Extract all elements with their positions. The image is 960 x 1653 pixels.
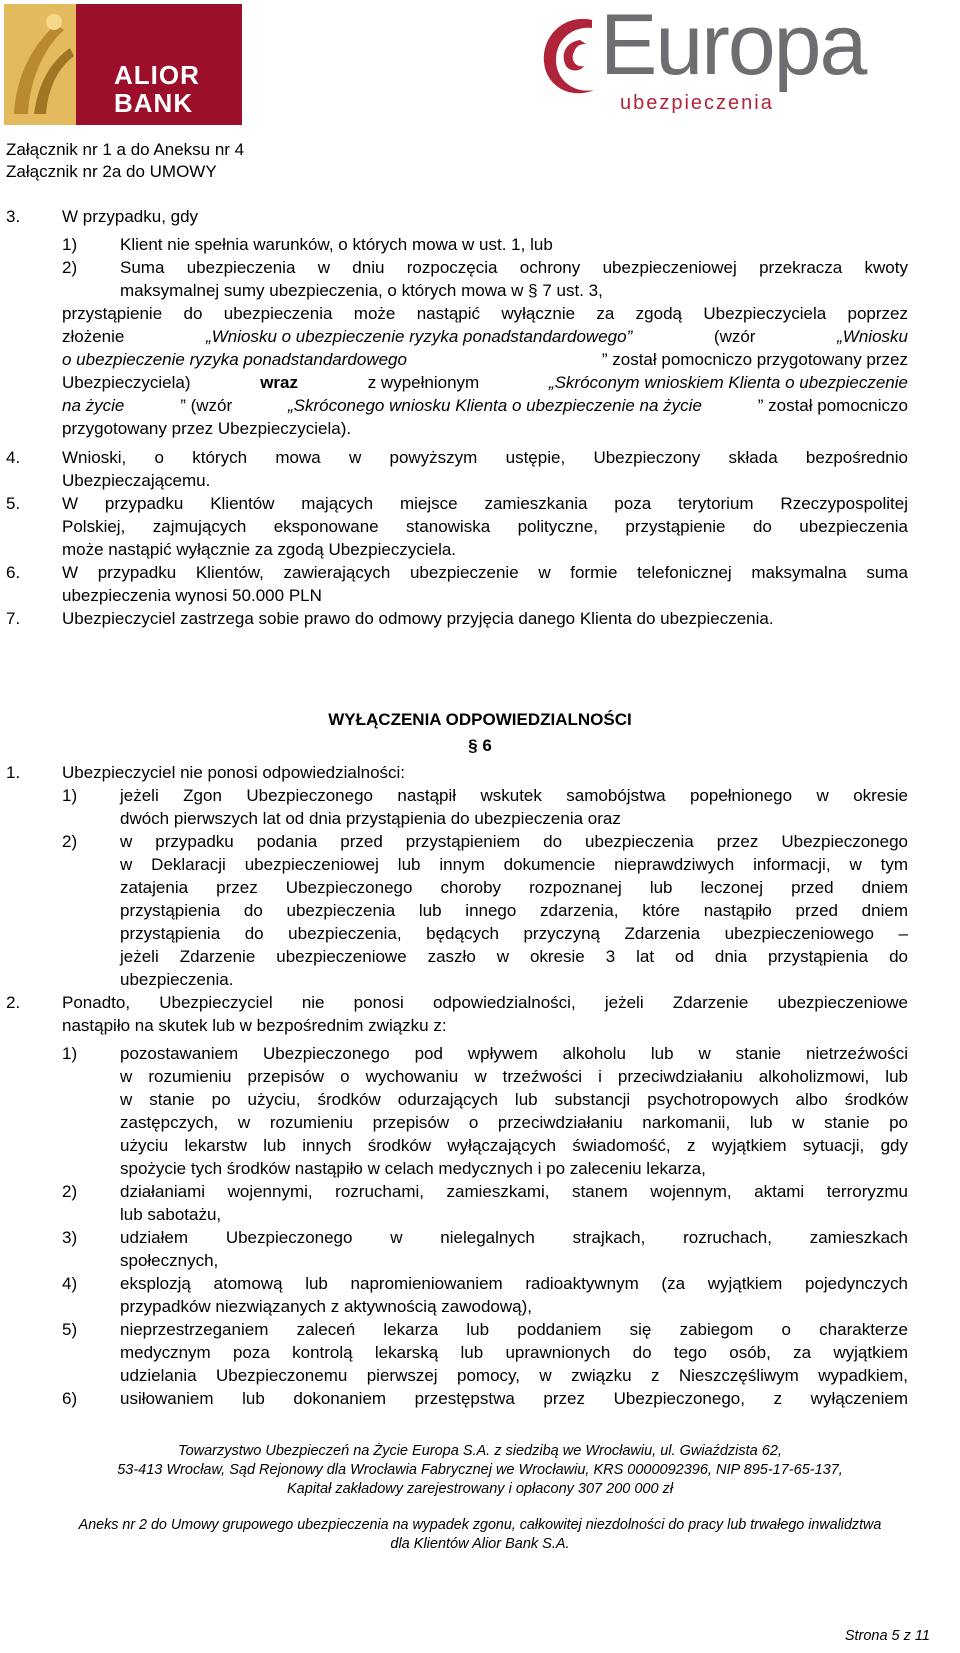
text-run: Ubezpieczyciela) xyxy=(62,373,191,392)
footer-contract-line: dla Klientów Alior Bank S.A. xyxy=(390,1536,570,1552)
body-line: W przypadku Klientów mających miejsce zamieszkania poza terytorium Rzeczypospolitej xyxy=(62,494,908,513)
body-line: Polskiej, zajmujących eksponowane stanowiska polityczne, przystąpienie do ubezpieczenia xyxy=(62,517,908,536)
body-line: przygotowany przez Ubezpieczyciela). xyxy=(62,419,352,438)
italic-run: „Skróconym wnioskiem Klienta o ubezpieczenie xyxy=(548,373,908,392)
italic-run: o ubezpieczenie ryzyka ponadstandardowego xyxy=(62,350,407,369)
alior-logo-word: ALIOR xyxy=(114,60,200,90)
annex-label-1: Załącznik nr 1 a do Aneksu nr 4 xyxy=(6,140,245,159)
paragraph-mark: § 6 xyxy=(468,736,492,755)
item-text: spożycie tych środków nastąpiło w celach medycznych i po zaleceniu lekarza, xyxy=(120,1159,706,1178)
body-line: Ubezpieczyciel nie ponosi odpowiedzialności: xyxy=(62,763,406,782)
page-number: Strona 5 z 11 xyxy=(844,1628,930,1644)
item-text: dwóch pierwszych lat od dnia przystąpienia do ubezpieczenia oraz xyxy=(120,809,621,828)
item-text: usiłowaniem lub dokonaniem przestępstwa przez Ubezpieczonego, z wyłączeniem xyxy=(120,1389,908,1408)
p3-number: 3. xyxy=(6,207,21,226)
body-line: nastąpiło na skutek lub w bezpośrednim związku z: xyxy=(62,1016,447,1035)
item-text: ubezpieczenia. xyxy=(120,970,234,989)
e2-number: 2. xyxy=(6,993,21,1012)
italic-run: „Wniosku xyxy=(837,327,908,346)
item-number: 1) xyxy=(62,235,78,254)
p3-intro: W przypadku, gdy xyxy=(62,207,199,226)
item-text: maksymalnej sumy ubezpieczenia, o których mowa w § 7 ust. 3, xyxy=(120,281,603,300)
item-text: zastępczych, w rozumieniu przepisów o przeciwdziałaniu narkomanii, lub w stanie po xyxy=(120,1113,908,1132)
europa-swirl-icon xyxy=(536,10,602,100)
body-line: Ubezpieczającemu. xyxy=(62,471,211,490)
europa-subtitle: ubezpieczenia xyxy=(620,92,774,114)
item-text: użyciu lekarstw lub innych środków wyłączających świadomość, z wyjątkiem sytuacji, gdy xyxy=(120,1136,908,1155)
text-run: ” został pomocniczo xyxy=(757,396,908,415)
footer-contract-line: Aneks nr 2 do Umowy grupowego ubezpieczenia na wypadek zgonu, całkowitej niezdolności do pracy lub trwałego inwalidztwa xyxy=(78,1517,882,1533)
body-line: Wnioski, o których mowa w powyższym ustępie, Ubezpieczony składa bezpośrednio xyxy=(62,448,908,467)
italic-run: na życie xyxy=(62,396,125,415)
item-number: 1) xyxy=(62,786,78,805)
item-text: w Deklaracji ubezpieczeniowej lub innym dokumencie nieprawdziwych informacji, w tym xyxy=(120,855,908,874)
body-line: może nastąpić wyłącznie za zgodą Ubezpieczyciela. xyxy=(62,540,457,559)
body-line: Ponadto, Ubezpieczyciel nie ponosi odpowiedzialności, jeżeli Zdarzenie ubezpieczeniowe xyxy=(62,993,908,1012)
alior-emblem-icon xyxy=(4,4,76,125)
e1-number: 1. xyxy=(6,763,21,782)
item-text: jeżeli Zdarzenie ubezpieczeniowe zaszło w okresie 3 lat od dnia przystąpienia do xyxy=(120,947,908,966)
item-text: przystąpienia do ubezpieczenia, będących przyczyną Zdarzenia ubezpieczeniowego – xyxy=(120,924,908,943)
text-run: złożenie xyxy=(62,327,125,346)
italic-run: „Wniosku o ubezpieczenie ryzyka ponadstandardowego” xyxy=(206,327,633,346)
text-run: ” został pomocniczo przygotowany przez xyxy=(601,350,908,369)
item-text: zatajenia przez Ubezpieczonego choroby rozpoznanej lub leczonej przed dniem xyxy=(120,878,908,897)
item-text: eksplozją atomową lub napromieniowaniem radioaktywnym (za wyjątkiem pojedynczych xyxy=(120,1274,908,1293)
body-line xyxy=(62,348,908,371)
text-run: (wzór xyxy=(713,327,756,346)
item-text: przypadków niezwiązanych z aktywnością zawodową), xyxy=(120,1297,532,1316)
body-line: Ubezpieczyciel zastrzega sobie prawo do odmowy przyjęcia danego Klienta do ubezpieczenia. xyxy=(62,609,774,628)
europa-logo xyxy=(536,0,956,116)
item-number: 4) xyxy=(62,1274,78,1293)
item-number: 2) xyxy=(62,258,78,277)
section-title: WYŁĄCZENIA ODPOWIEDZIALNOŚCI xyxy=(328,710,632,729)
annex-label-2: Załącznik nr 2a do UMOWY xyxy=(6,162,217,181)
item-text: lub sabotażu, xyxy=(120,1205,222,1224)
item-number: 1) xyxy=(62,1044,78,1063)
alior-bank-logo xyxy=(4,4,242,125)
bold-run: wraz xyxy=(260,373,298,392)
body-line xyxy=(62,325,908,348)
item-number: 2) xyxy=(62,1182,78,1201)
p6-number: 6. xyxy=(6,563,21,582)
item-text: jeżeli Zgon Ubezpieczonego nastąpił wskutek samobójstwa popełnionego w okresie xyxy=(120,786,908,805)
item-text: przystąpienia do ubezpieczenia lub innego zdarzenia, które nastąpiło przed dniem xyxy=(120,901,908,920)
item-text: pozostawaniem Ubezpieczonego pod wpływem alkoholu lub w stanie nietrzeźwości xyxy=(120,1044,908,1063)
item-text: w rozumieniu przepisów o wychowaniu w trzeźwości i przeciwdziałaniu alkoholizmowi, lub xyxy=(120,1067,908,1086)
item-text: nieprzestrzeganiem zaleceń lekarza lub poddaniem się zabiegom o charakterze xyxy=(120,1320,908,1339)
item-text: Klient nie spełnia warunków, o których mowa w ust. 1, lub xyxy=(120,235,553,254)
text-run: ” (wzór xyxy=(180,396,233,415)
item-number: 5) xyxy=(62,1320,78,1339)
item-text: społecznych, xyxy=(120,1251,219,1270)
body-line: przystąpienie do ubezpieczenia może nastąpić wyłącznie za zgodą Ubezpieczyciela poprzez xyxy=(62,304,908,323)
item-text: udziałem Ubezpieczonego w nielegalnych strajkach, rozruchach, zamieszkach xyxy=(120,1228,908,1247)
text-run: z wypełnionym xyxy=(367,373,480,392)
body-line xyxy=(62,371,908,394)
bank-logo-word: BANK xyxy=(114,88,194,118)
europa-wordmark: Europa xyxy=(600,0,866,93)
item-number: 6) xyxy=(62,1389,78,1408)
item-text: medycznym poza kontrolą lekarską lub uprawnionych do tego osób, za wyjątkiem xyxy=(120,1343,908,1362)
item-text: udzielania Ubezpieczonemu pierwszej pomocy, w związku z Nieszczęśliwym wypadkiem, xyxy=(120,1366,908,1385)
body-line: ubezpieczenia wynosi 50.000 PLN xyxy=(62,586,322,605)
body-line: W przypadku Klientów, zawierających ubezpieczenie w formie telefonicznej maksymalna suma xyxy=(62,563,908,582)
body-line xyxy=(62,394,908,417)
p7-number: 7. xyxy=(6,609,21,628)
footer-company-line: Towarzystwo Ubezpieczeń na Życie Europa S.A. z siedzibą we Wrocławiu, ul. Gwiaździsta 62, xyxy=(178,1443,782,1459)
italic-run: „Skróconego wniosku Klienta o ubezpieczenie na życie xyxy=(287,396,702,415)
item-number: 2) xyxy=(62,832,78,851)
footer-company-line: 53-413 Wrocław, Sąd Rejonowy dla Wrocławia Fabrycznej we Wrocławiu, KRS 0000092396, NIP 895-17-65-137, xyxy=(117,1462,843,1478)
item-number: 3) xyxy=(62,1228,78,1247)
item-text: działaniami wojennymi, rozruchami, zamieszkami, stanem wojennym, aktami terroryzmu xyxy=(120,1182,908,1201)
footer-company-line: Kapitał zakładowy zarejestrowany i opłacony 307 200 000 zł xyxy=(286,1481,674,1497)
item-text: Suma ubezpieczenia w dniu rozpoczęcia ochrony ubezpieczeniowej przekracza kwoty xyxy=(120,258,908,277)
p4-number: 4. xyxy=(6,448,21,467)
p5-number: 5. xyxy=(6,494,21,513)
item-text: w przypadku podania przed przystąpieniem do ubezpieczenia przez Ubezpieczonego xyxy=(120,832,908,851)
item-text: w stanie po użyciu, środków odurzających lub substancji psychotropowych albo środków xyxy=(120,1090,908,1109)
